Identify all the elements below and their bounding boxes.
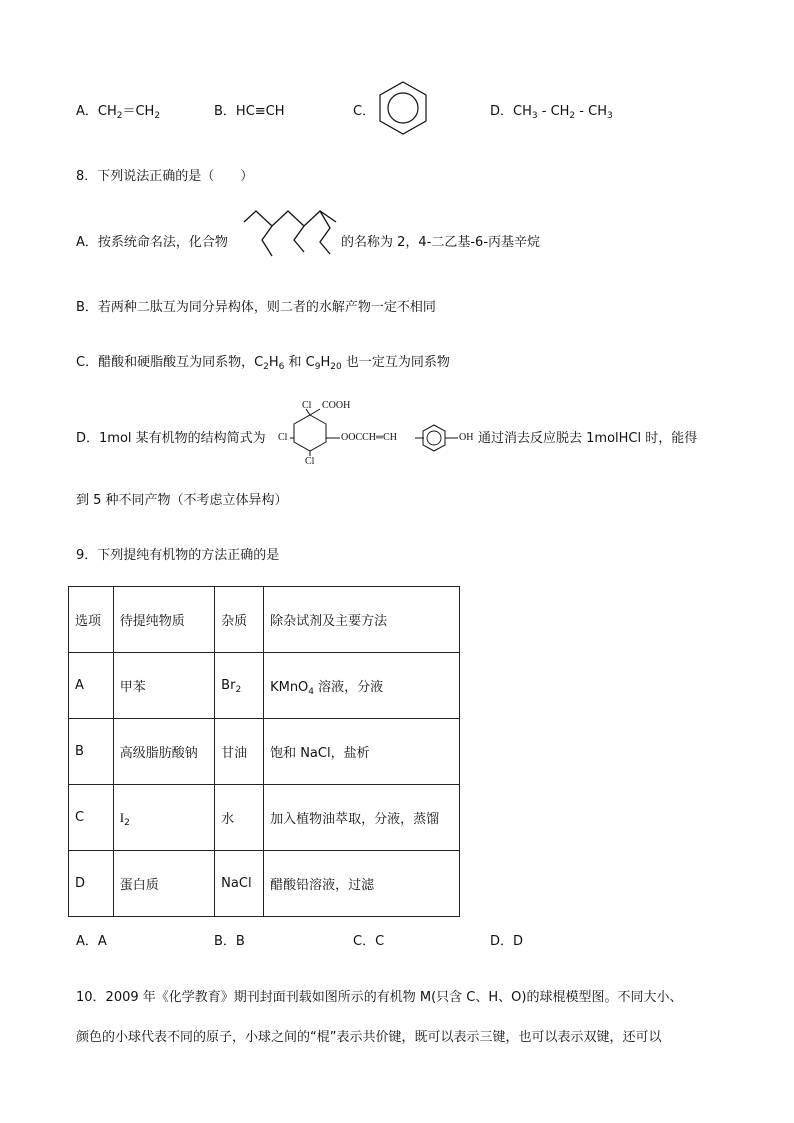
row-method: 饱和 NaCl，盐析 xyxy=(264,719,460,785)
row-impurity: 甘油 xyxy=(215,719,264,785)
table-row xyxy=(69,785,460,851)
q9-answer-d: D．D xyxy=(490,934,524,949)
q7-option-a: A．$CH_2=CH_2$ xyxy=(76,104,161,121)
q7-option-d: D．$CH_3 - CH_2 - CH_3$ xyxy=(490,104,613,121)
table-row xyxy=(69,851,460,917)
row-substance: 甲苯 xyxy=(113,653,214,719)
q7-option-c: C． xyxy=(353,104,376,119)
q8-option-c: C．醋酸和硬脂酸互为同系物，$C_2H_6$ 和 $C_9H_{20}$ 也一定互为同系物 xyxy=(76,355,450,372)
purification-table xyxy=(68,586,460,917)
q9-answer-c: C．C xyxy=(353,934,385,949)
struct-cl-top: Cl xyxy=(302,400,312,411)
q7-option-b: B．HC≡CH xyxy=(214,104,285,119)
q10-line2: 颜色的小球代表不同的原子，小球之间的“棍”表示共价键，既可以表示三键，也可以表示双键，还可以 xyxy=(76,1030,662,1045)
header-option: 选项 xyxy=(69,587,114,653)
header-method: 除杂试剂及主要方法 xyxy=(264,587,460,653)
row-substance: $I_2$ xyxy=(113,785,214,851)
q8-option-a-suffix: 的名称为 2，4-二乙基-6-丙基辛烷 xyxy=(341,235,541,250)
row-substance: 蛋白质 xyxy=(113,851,214,917)
benzene-ring-structure xyxy=(377,80,429,136)
row-option: D xyxy=(69,851,114,917)
row-option: A xyxy=(69,653,114,719)
q8-option-b: B．若两种二肽互为同分异构体，则二者的水解产物一定不相同 xyxy=(76,300,436,315)
struct-ester-chain: OOCCH═CH xyxy=(341,432,397,443)
struct-cl-bottom: Cl xyxy=(305,456,315,467)
struct-oh: OH xyxy=(459,432,474,443)
q8-option-d-line2: 到 5 种不同产物（不考虑立体异构） xyxy=(76,493,288,508)
row-impurity: $Br_2$ xyxy=(215,653,264,719)
q8-option-d-prefix: D．1mol 某有机物的结构简式为 xyxy=(76,431,266,446)
q9-answer-a: A．A xyxy=(76,934,107,949)
row-impurity: NaCl xyxy=(215,851,264,917)
row-impurity: 水 xyxy=(215,785,264,851)
struct-cooh: COOH xyxy=(322,400,351,411)
row-substance: 高级脂肪酸钠 xyxy=(113,719,214,785)
row-method: 加入植物油萃取，分液，蒸馏 xyxy=(264,785,460,851)
q9-stem: 9．下列提纯有机物的方法正确的是 xyxy=(76,548,280,563)
table-header-row xyxy=(69,587,460,653)
q8-stem: 8．下列说法正确的是（ ） xyxy=(76,169,254,184)
struct-cl-left: Cl xyxy=(278,432,288,443)
row-method: 醋酸铅溶液，过滤 xyxy=(264,851,460,917)
q8-option-d-suffix: 通过消去反应脱去 1molHCl 时，能得 xyxy=(478,431,698,446)
table-row xyxy=(69,653,460,719)
skeletal-formula-structure xyxy=(240,208,340,262)
q10-line1: 10．2009 年《化学教育》期刊封面刊载如图所示的有机物 M(只含 C、H、O)的球棍模型图。不同大小、 xyxy=(76,990,683,1005)
table-row xyxy=(69,719,460,785)
header-impurity: 杂质 xyxy=(215,587,264,653)
q9-answer-b: B．B xyxy=(214,934,245,949)
row-option: C xyxy=(69,785,114,851)
q8-option-a-prefix: A．按系统命名法，化合物 xyxy=(76,235,228,250)
row-method: KMnO$_4$ 溶液，分液 xyxy=(264,653,460,719)
row-option: B xyxy=(69,719,114,785)
header-substance: 待提纯物质 xyxy=(113,587,214,653)
